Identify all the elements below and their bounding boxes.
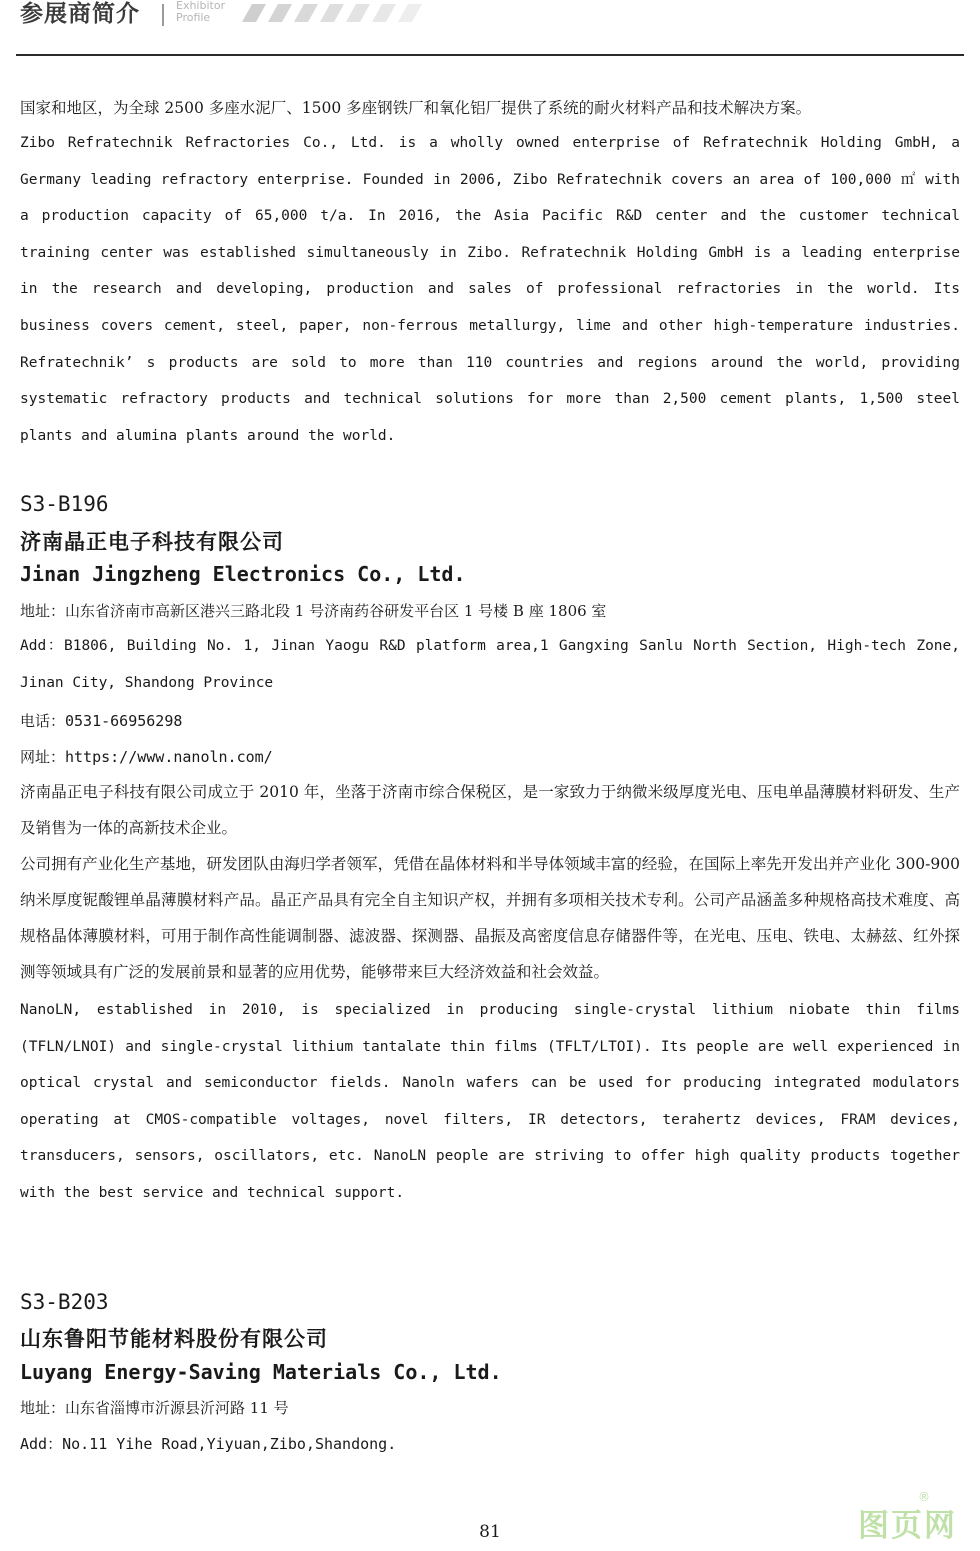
address-cn: 地址：山东省济南市高新区港兴三路北段 1 号济南药谷研发平台区 1 号楼 B 座 1806 室 — [20, 602, 607, 620]
company-name-cn: 济南晶正电子科技有限公司 — [20, 529, 284, 554]
company-name-en: Luyang Energy-Saving Materials Co., Ltd. — [20, 1360, 502, 1384]
section-title: 参展商简介 — [20, 1, 140, 27]
header-stripes-decoration — [232, 2, 432, 24]
section-subtitle: Exhibitor Profile — [176, 0, 226, 24]
page-number: 81 — [479, 1522, 501, 1542]
booth-number: S3-B203 — [20, 1290, 109, 1314]
booth-number: S3-B196 — [20, 492, 109, 516]
registered-mark: ® — [918, 1490, 930, 1504]
description-en: NanoLN, established in 2010, is specialized in producing single-crystal lithium niobate thin films (TFLN/LNOI) and single-crystal lithium tantalate thin films (TFLT/LTOI). Its people are well experienced in optical crystal and semiconductor fields. Nanoln wafers can be used for producing integrated modulators operating at CMOS-compatible voltages, novel filters, IR detectors, terahertz devices, FRAM devices, transducers, sensors, oscillators, etc. NanoLN people are striving to offer high quality products together with the best service and technical support. — [20, 1002, 960, 1201]
intro-cn-text: 国家和地区，为全球 2500 多座水泥厂、1500 多座钢铁厂和氧化铝厂提供了系统的耐火材料产品和技术解决方案。 — [20, 99, 812, 117]
address-en: Add：B1806, Building No. 1, Jinan Yaogu R&D platform area,1 Gangxing Sanlu North Section, High-tech Zone, Jinan City, Shandong Province — [20, 638, 960, 691]
company-name-cn: 山东鲁阳节能材料股份有限公司 — [20, 1326, 328, 1351]
header-divider — [162, 4, 164, 26]
page-header — [0, 0, 980, 58]
description-cn-1: 济南晶正电子科技有限公司成立于 2010 年，坐落于济南市综合保税区，是一家致力于纳微米级厚度光电、压电单晶薄膜材料研发、生产及销售为一体的高新技术企业。 — [20, 783, 960, 837]
description-cn-2: 公司拥有产业化生产基地，研发团队由海归学者领军，凭借在晶体材料和半导体领域丰富的经验，在国际上率先开发出并产业化 300-900 纳米厚度铌酸锂单晶薄膜材料产品。晶正产品具有完全自主知识产权，并拥有多项相关技术专利。公司产品涵盖多种规格高技术难度、高规格晶体薄膜材料，可用于制作高性能调制器、滤波器、探测器、晶振及高密度信息存储器件等，在光电、压电、铁电、太赫兹、红外探测等领域具有广泛的发展前景和显著的应用优势，能够带来巨大经济效益和社会效益。 — [20, 855, 960, 981]
address-cn: 地址：山东省淄博市沂源县沂河路 11 号 — [20, 1399, 289, 1417]
website: 网址：https://www.nanoln.com/ — [20, 748, 273, 766]
company-name-en: Jinan Jingzheng Electronics Co., Ltd. — [20, 562, 466, 586]
watermark-logo: 图页网 — [858, 1508, 957, 1544]
header-rule — [16, 54, 964, 56]
intro-en-text: Zibo Refratechnik Refractories Co., Ltd. is a wholly owned enterprise of Refratechnik Holding GmbH, a Germany leading refractory enterprise. Founded in 2006, Zibo Refratechnik covers an area of 100,000 ㎡ with a production capacity of 65,000 t/a. In 2016, the Asia Pacific R&D center and the customer technical training center was established simultaneously in Zibo. Refratechnik Holding GmbH is a leading enterprise in the research and developing, production and sales of professional refractories in the world. Its business covers cement, steel, paper, non-ferrous metallurgy, lime and other high-temperature industries. Refratechnik’ s products are sold to more than 110 countries and regions around the world, providing systematic refractory products and technical solutions for more than 2,500 cement plants, 1,500 steel plants and alumina plants around the world. — [20, 135, 960, 444]
address-en: Add：No.11 Yihe Road,Yiyuan,Zibo,Shandong. — [20, 1435, 397, 1453]
phone: 电话：0531-66956298 — [20, 712, 183, 730]
